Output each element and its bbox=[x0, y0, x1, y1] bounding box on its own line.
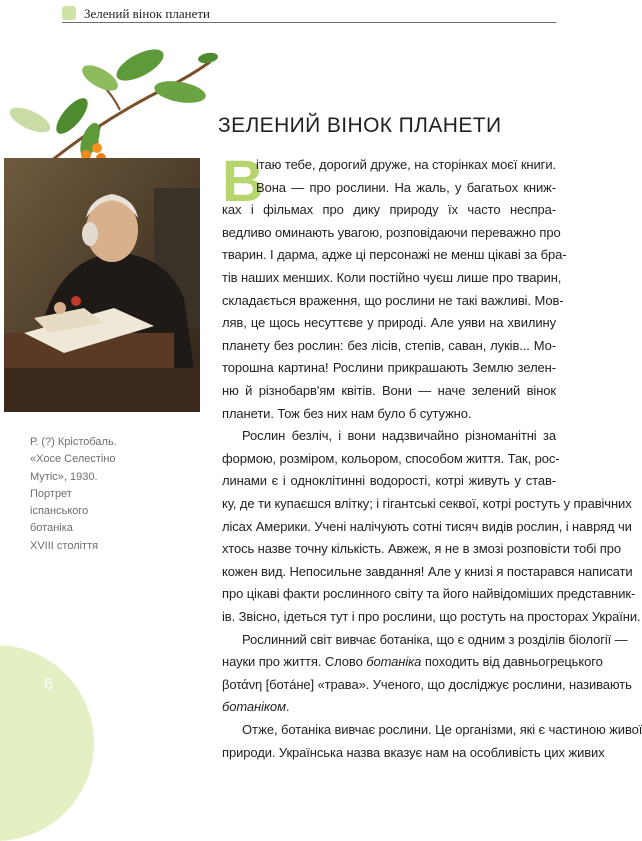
text-line: ів. Звісно, ідеться тут і про рослини, що ростуть на просторах України. bbox=[222, 609, 641, 624]
text-run: походить від давньогрецького bbox=[424, 654, 603, 670]
text-line: ку, де ти купаєшся влітку; і гігантські секвої, котрі ростуть у правічних bbox=[222, 496, 632, 511]
text-line: планету без рослин: без лісів, степів, саван, луків... Мо- bbox=[222, 337, 556, 353]
text-line bbox=[222, 654, 603, 670]
text-line: Вона — про рослини. На жаль, у багатьох книж- bbox=[256, 179, 556, 195]
text-line: ляв, це щось несуттєве у природі. Але уяви на хвилину bbox=[222, 315, 556, 331]
figure-caption: Р. (?) Крістобаль. «Хосе Селестіно Мутіс», 1930. Портрет іспанського ботаніка XVIII століття bbox=[30, 436, 117, 552]
text-line: про цікаві факти рослинного світу та його найвідоміших представник- bbox=[222, 586, 636, 602]
text-line: ню й різнобарв'ям квітів. Вони — наче зелений вінок bbox=[222, 383, 556, 398]
text-line: ках і фільмах про дику природу їх часто неспра- bbox=[222, 202, 556, 218]
text-line: ітаю тебе, дорогий друже, на сторінках моєї книги. bbox=[256, 157, 556, 172]
text-line: формою, розміром, кольором, способом життя. Так, рос- bbox=[222, 450, 560, 466]
text-line: лісах Америки. Учені налічують сотні тисяч видів рослин, і навряд чи bbox=[222, 518, 632, 534]
term-botanikom: ботаніком bbox=[222, 699, 286, 715]
text-line: торошна картина! Рослини прикрашають Землю зелен- bbox=[222, 360, 556, 376]
text-line: складається враження, що рослини не такі важливі. Мов- bbox=[222, 292, 564, 308]
running-header bbox=[62, 6, 556, 23]
text-line: природи. Українська назва вказує нам на особливість цих живих bbox=[222, 744, 605, 760]
text-line: Отже, ботаніка вивчає рослини. Це організми, які є частиною живої bbox=[242, 722, 642, 737]
drop-cap: В bbox=[222, 149, 264, 214]
text-line: ведливо оминають увагою, розповідаючи переважно про bbox=[222, 224, 561, 240]
running-title: Зелений вінок планети bbox=[84, 6, 211, 21]
text-line: кожен вид. Непосильне завдання! Але у книзі я постарався написати bbox=[222, 563, 633, 579]
text-line: βοτάνη [ботáне] «трава». Ученого, що досліджує рослини, називають bbox=[222, 676, 632, 692]
page-number: 6 bbox=[44, 676, 53, 693]
text-line bbox=[222, 699, 556, 714]
text-line: линами є і одноклітинні водорості, котрі живуть у став- bbox=[222, 473, 556, 489]
text-line: тів наших менших. Коли постійно чуєш лише про тварин, bbox=[222, 270, 562, 285]
text-line: Рослинний світ вивчає ботаніка, що є одним з розділів біології — bbox=[242, 631, 628, 647]
text-run: . bbox=[285, 699, 290, 715]
text-line: Рослин безліч, і вони надзвичайно різноманітні за bbox=[242, 428, 556, 444]
text-run: науки про життя. Слово bbox=[222, 654, 363, 670]
text-line: хтось назве точну кількість. Авжеж, я не в змозі розповісти тобі про bbox=[222, 541, 621, 557]
term-botanika: ботаніка bbox=[366, 654, 422, 670]
text-line: планети. Тож без них нам було б сутужно. bbox=[222, 405, 472, 421]
page-corner-circle bbox=[0, 645, 94, 841]
portrait-painting bbox=[4, 158, 200, 412]
header-square-icon bbox=[62, 6, 76, 20]
text-line: тварин. І дарма, адже ці персонажі не менш цікаві за бра- bbox=[222, 247, 567, 263]
chapter-title: ЗЕЛЕНИЙ ВІНОК ПЛАНЕТИ bbox=[218, 114, 502, 137]
